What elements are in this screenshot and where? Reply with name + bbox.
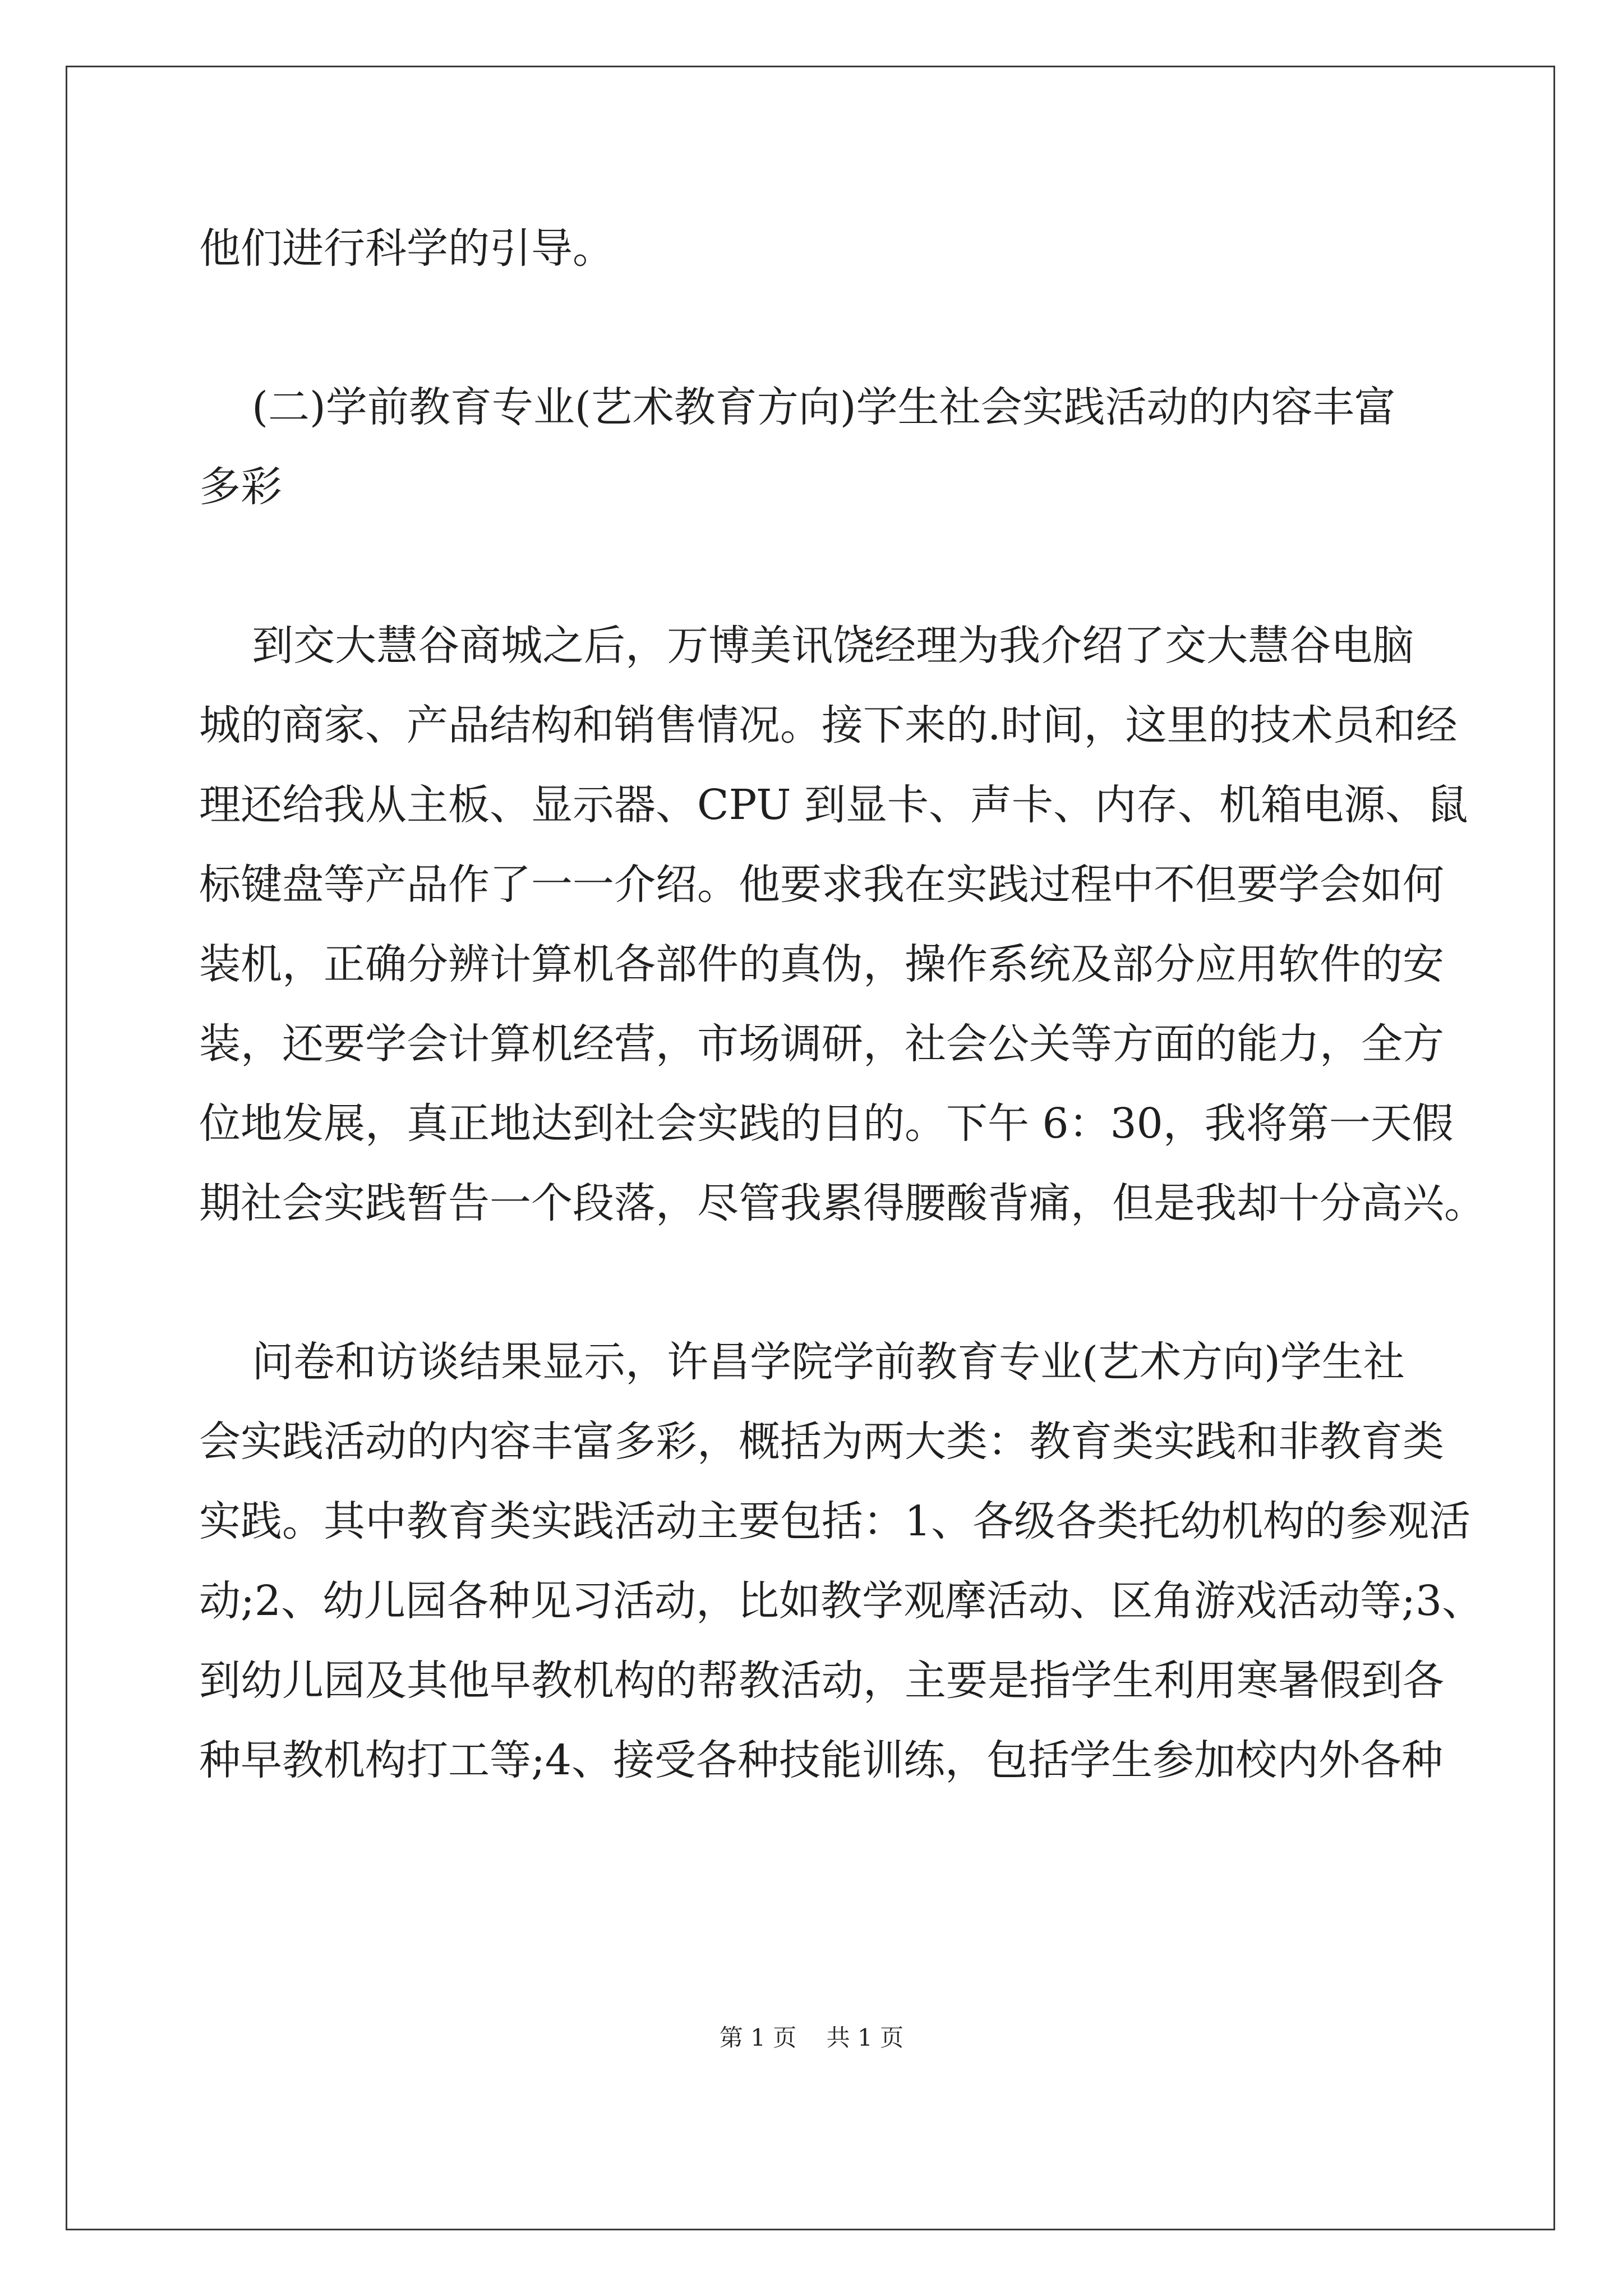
page-number: 第 1 页 [719,2024,797,2051]
text-line: 城的商家、产品结构和销售情况。接下来的.时间，这里的技术员和经 [199,701,1458,749]
page-footer [0,2019,1623,2053]
text-line: 期社会实践暂告一个段落，尽管我累得腰酸背痛，但是我却十分高兴。 [199,1179,1486,1227]
text-line: 他们进行科学的引导。 [199,224,614,273]
text-line: 多彩 [199,463,282,511]
text-line: 到幼儿园及其他早教机构的帮教活动，主要是指学生利用寒暑假到各 [199,1657,1444,1705]
text-line: 理还给我从主板、显示器、CPU 到显卡、声卡、内存、机箱电源、鼠 [199,781,1468,829]
text-line: 会实践活动的内容丰富多彩，概括为两大类：教育类实践和非教育类 [199,1418,1444,1466]
paragraph [199,606,1486,1243]
text-line: 种早教机构打工等;4、接受各种技能训练，包括学生参加校内外各种 [199,1736,1444,1784]
paragraph-gap [199,288,1422,367]
text-line: 装，还要学会计算机经营，市场调研，社会公关等方面的能力，全方 [199,1020,1444,1068]
text-line: 装机，正确分辨计算机各部件的真伪，操作系统及部分应用软件的安 [199,940,1444,988]
text-line: (二)学前教育专业(艺术教育方向)学生社会实践活动的内容丰富 [199,383,1396,431]
paragraph-gap [199,527,1422,606]
paragraph [199,209,1422,288]
paragraph-gap [199,1243,1422,1322]
text-line: 实践。其中教育类实践活动主要包括：1、各级各类托幼机构的参观活 [199,1497,1471,1545]
page-total: 共 1 页 [826,2024,904,2051]
paragraph [199,1322,1484,1800]
document-body [199,209,1486,1800]
text-line: 问卷和访谈结果显示，许昌学院学前教育专业(艺术方向)学生社 [199,1338,1405,1386]
text-line: 标键盘等产品作了一一介绍。他要求我在实践过程中不但要学会如何 [199,861,1444,909]
paragraph-heading [199,367,1422,527]
text-line: 动;2、幼儿园各种见习活动，比如教学观摩活动、区角游戏活动等;3、 [199,1577,1484,1625]
text-line: 位地发展，真正地达到社会实践的目的。下午 6：30，我将第一天假 [199,1099,1454,1148]
text-line: 到交大慧谷商城之后，万博美讯饶经理为我介绍了交大慧谷电脑 [199,622,1414,670]
